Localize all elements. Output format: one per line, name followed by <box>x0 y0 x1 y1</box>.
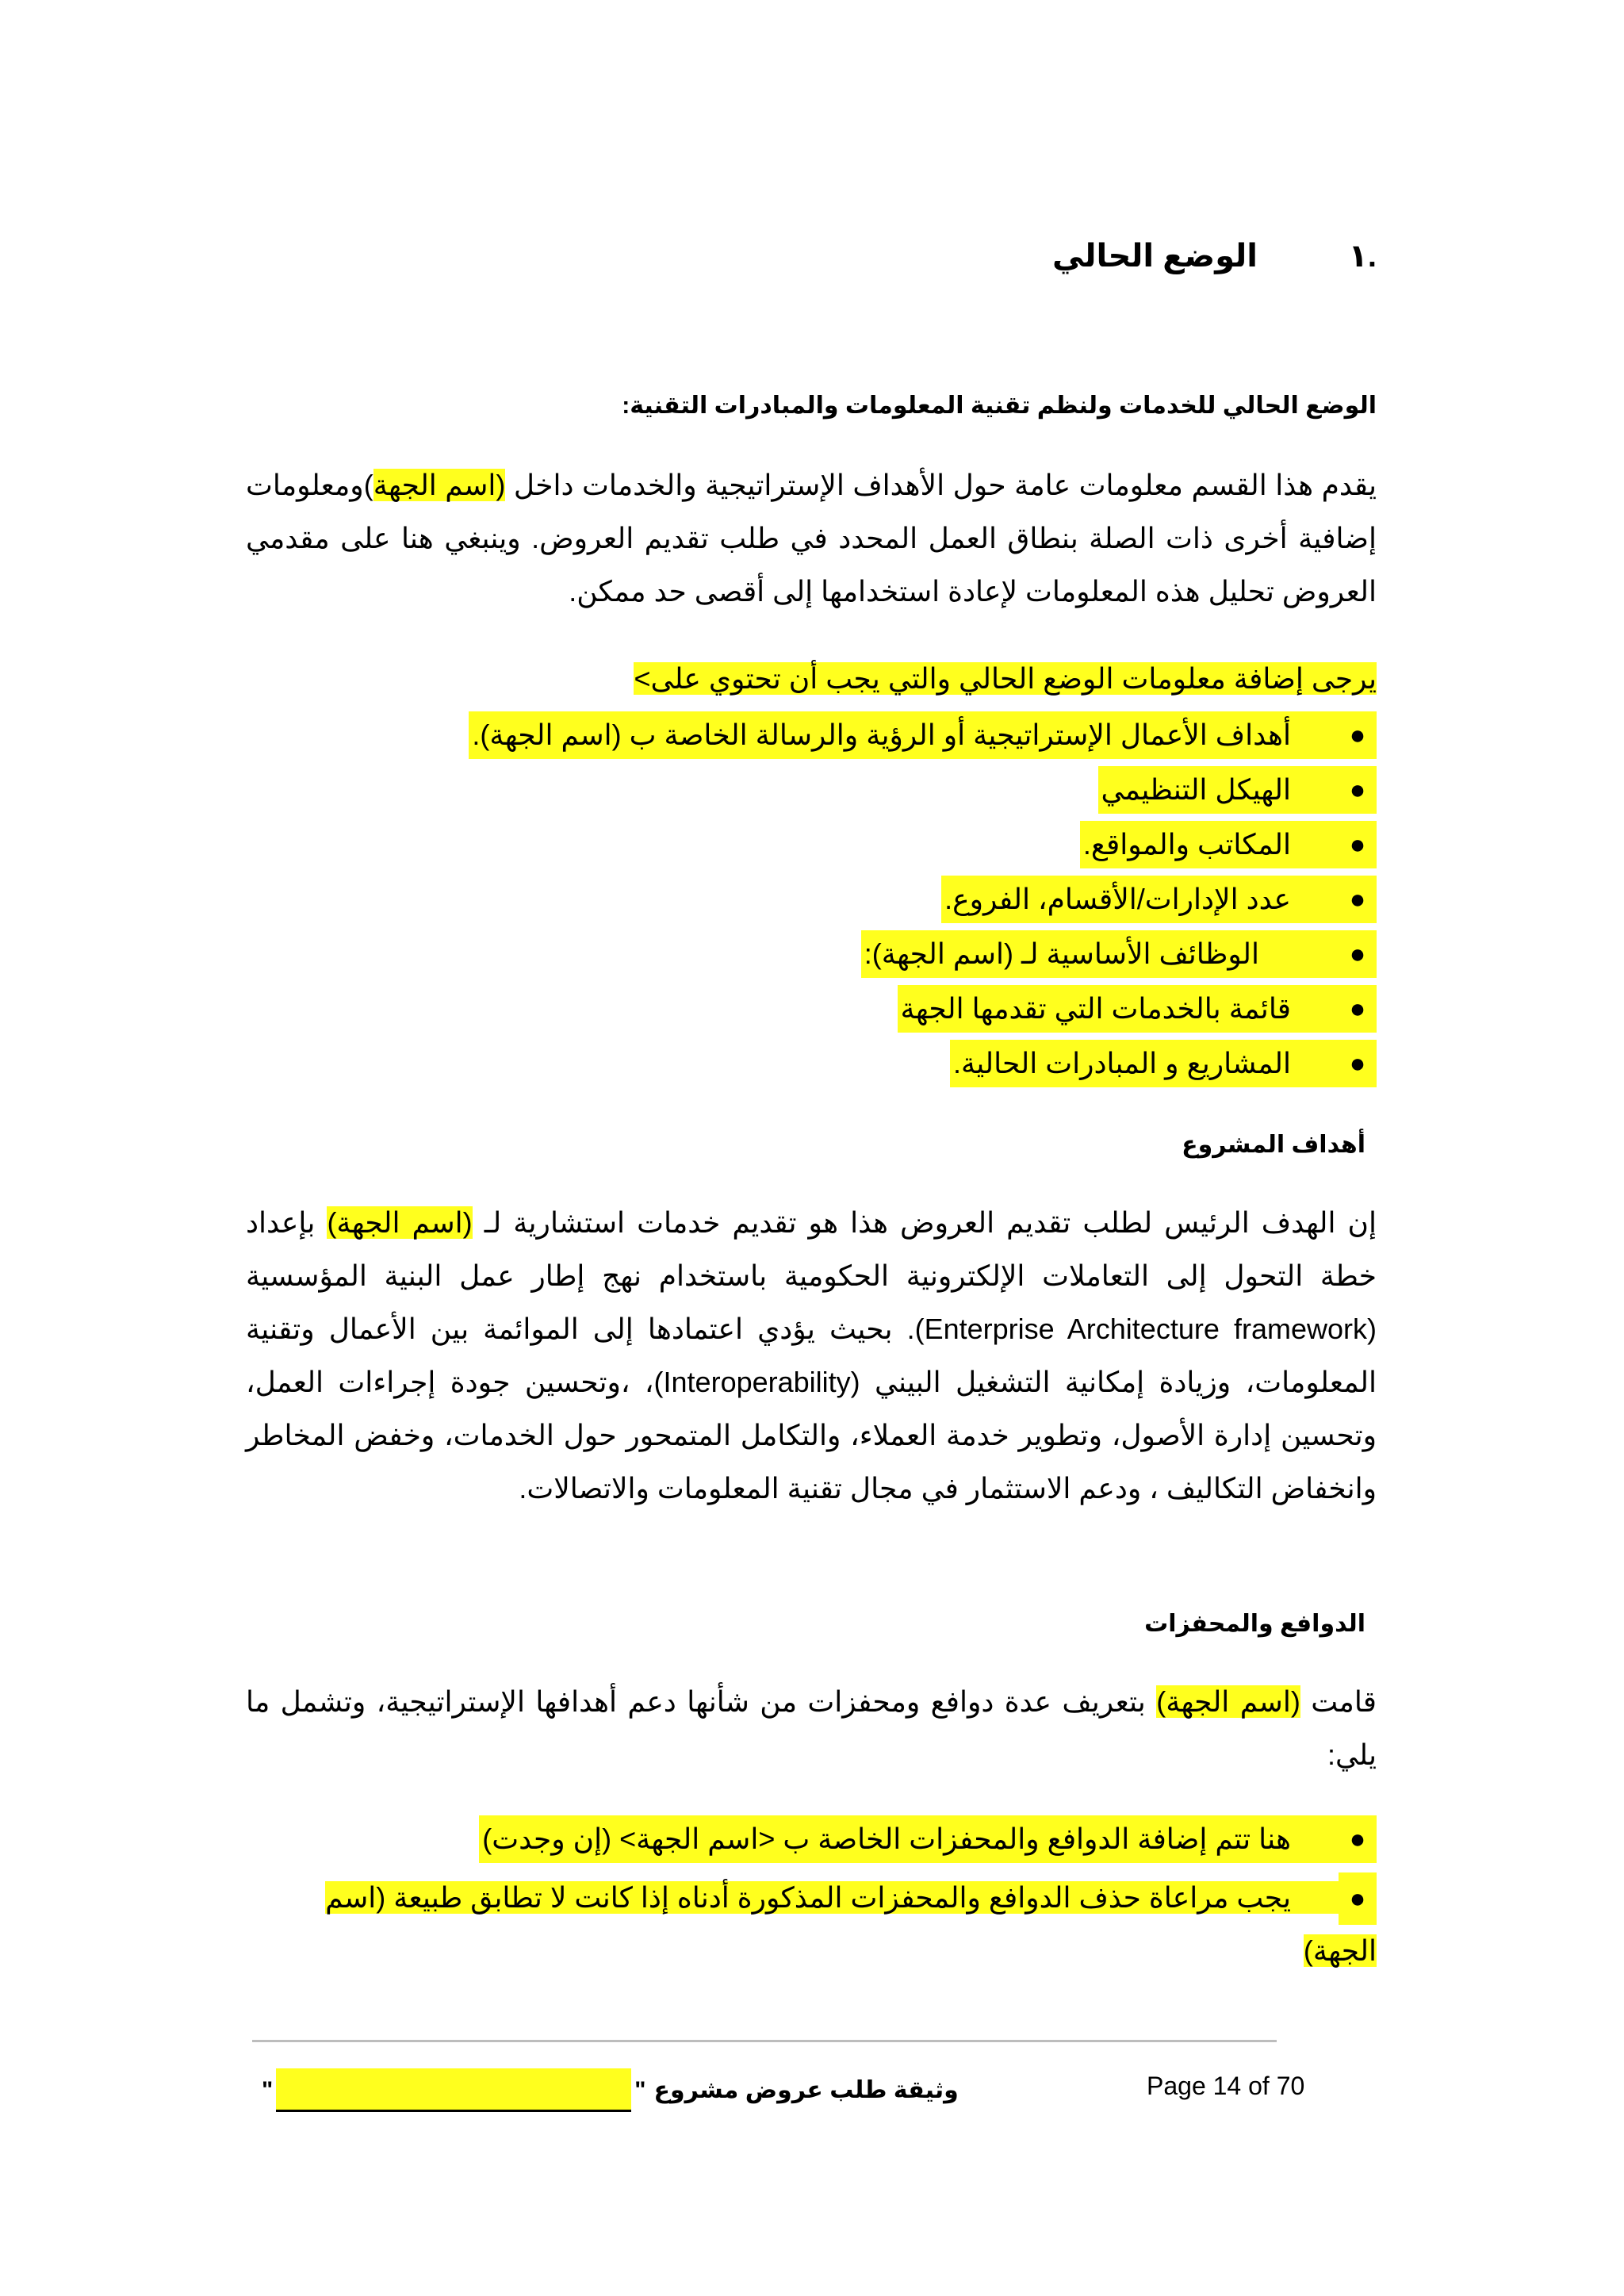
objectives-paragraph: إن الهدف الرئيس لطلب تقديم العروض هذا هو تقديم خدمات استشارية لـ (اسم الجهة) بإعداد خطة التحول إلى التعاملات الإلكترونية الحكومية باستخدام نهج إطار عمل البنية المؤسسية (Enterprise Architecture framework). بحيث يؤدي اعتمادها إلى الموائمة بين الأعمال وتقنية المعلومات، وزيادة إمكانية التشغيل البيني (Interoperability)، ،وتحسين جودة إجراءات العمل، وتحسين إدارة الأصول، وتطوير خدمة العملاء، والتكامل المتمحور حول الخدمات، وخفض المخاطر وانخفاض التكاليف ، ودعم الاستثمار في مجال تقنية المعلومات والاتصالات. <box>246 1206 1377 1504</box>
section-number: .١ <box>1348 239 1377 274</box>
current-status-paragraph: يقدم هذا القسم معلومات عامة حول الأهداف الإستراتيجية والخدمات داخل (اسم الجهة)ومعلومات إضافية أخرى ذات الصلة بنطاق العمل المحدد في طلب تقديم العروض. وينبغي هنا على مقدمي العروض تحليل هذه المعلومات لإعادة استخدامها إلى أقصى حد ممكن. <box>246 469 1377 608</box>
bullet-icon: ● <box>1339 1040 1377 1087</box>
list-item: ● أهداف الأعمال الإستراتيجية أو الرؤية والرسالة الخاصة ب (اسم الجهة). <box>469 707 1377 762</box>
drivers-bullet-list <box>479 1811 1377 1866</box>
list-item: ● قائمة بالخدمات التي تقدمها الجهة <box>469 981 1377 1036</box>
list-item: ● الوظائف الأساسية لـ (اسم الجهة): <box>469 926 1377 981</box>
bullet-icon: ● <box>1339 1872 1377 1925</box>
bullet-icon: ● <box>1339 1815 1377 1863</box>
project-name-blank <box>276 2068 631 2112</box>
section-title: الوضع الحالي <box>1052 239 1258 274</box>
list-item: ● المكاتب والمواقع. <box>469 817 1377 872</box>
bullet-icon: ● <box>1339 930 1377 978</box>
bullet-icon: ● <box>1339 985 1377 1033</box>
section-heading <box>1052 238 1377 274</box>
page-number: Page 14 of 70 <box>1147 2072 1305 2100</box>
footer-divider <box>252 2040 1277 2042</box>
bullet-icon: ● <box>1339 876 1377 923</box>
entity-name-highlight: (اسم الجهة) <box>327 1206 473 1239</box>
list-item: ● عدد الإدارات/الأقسام، الفروع. <box>469 872 1377 926</box>
drivers-paragraph: قامت (اسم الجهة) بتعريف عدة دوافع ومحفزات من شأنها دعم أهدافها الإستراتيجية، وتشمل ما يلي: <box>246 1685 1377 1771</box>
drivers-heading: الدوافع والمحفزات <box>1144 1611 1365 1637</box>
objectives-heading: أهداف المشروع <box>1182 1132 1365 1158</box>
current-status-bullet-list <box>469 707 1377 1091</box>
list-item: ● الهيكل التنظيمي <box>469 762 1377 817</box>
bullet-icon: ● <box>1339 821 1377 868</box>
bullet-icon: ● <box>1339 711 1377 759</box>
bullet-icon: ● <box>1339 766 1377 814</box>
current-status-heading: الوضع الحالي للخدمات ولنظم تقنية المعلومات والمبادرات التقنية: <box>622 393 1377 419</box>
instruction-line: يرجى إضافة معلومات الوضع الحالي والتي يجب أن تحتوي على> <box>634 662 1377 695</box>
entity-name-highlight: (اسم الجهة) <box>1156 1685 1300 1718</box>
list-item: ● هنا تتم إضافة الدوافع والمحفزات الخاصة ب <اسم الجهة> (إن وجدت) <box>479 1811 1377 1866</box>
entity-name-highlight: (اسم الجهة <box>373 469 506 501</box>
list-item: ● المشاريع و المبادرات الحالية. <box>469 1036 1377 1091</box>
footer-document-title: وثيقة طلب عروض مشروع " " <box>262 2068 959 2112</box>
list-item: ●يجب مراعاة حذف الدوافع والمحفزات المذكورة أدناه إذا كانت لا تطابق طبيعة (اسم الجهة) <box>246 1872 1377 1977</box>
